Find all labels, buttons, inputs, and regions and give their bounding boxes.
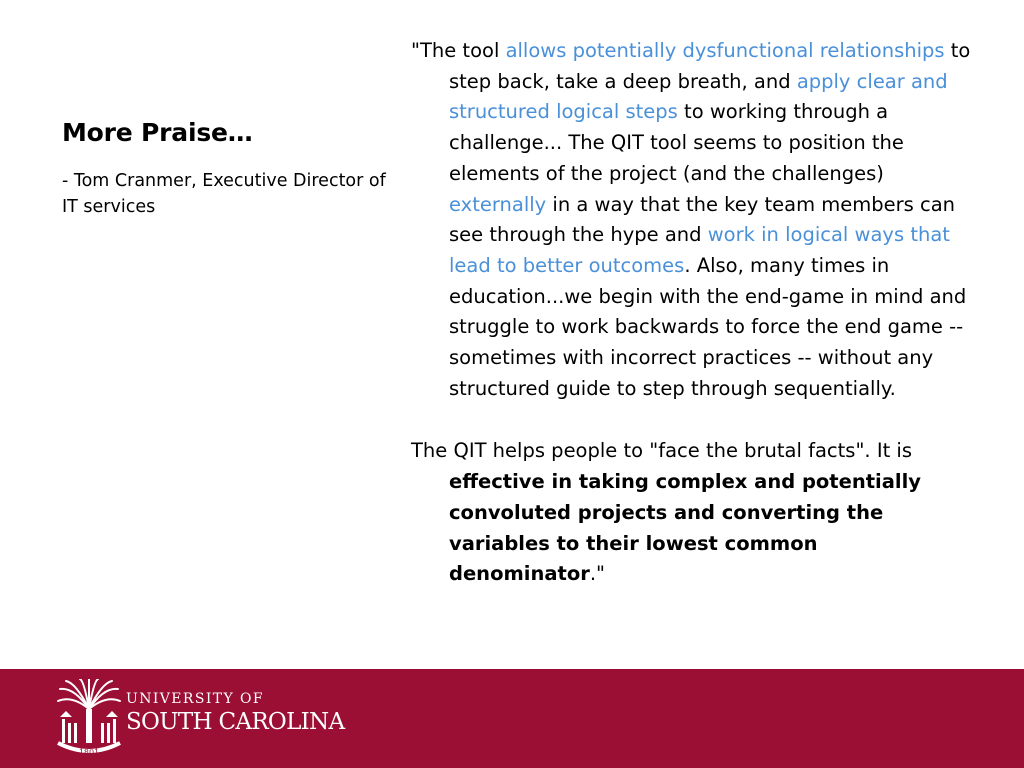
- quote-text: to working through a challenge... The QIT tool seems to position the elements of the project (and the challenges): [449, 100, 904, 185]
- quote-text: "The tool: [411, 39, 506, 62]
- footer-bar: [0, 669, 1024, 768]
- quote-bold-text: effective in taking complex and potentially convoluted projects and converting the variables to their lowest common denominator: [449, 470, 921, 586]
- quote-attribution: - Tom Cranmer, Executive Director of IT services: [62, 171, 386, 217]
- quote-text: . Also, many times in education...we begin with the end-game in mind and struggle to work backwards to force the end game -- sometimes with incorrect practices -- without any structured guide to step through sequentially.: [449, 253, 967, 400]
- quote-highlight: externally: [449, 192, 547, 216]
- palmetto-seal-icon: [54, 679, 124, 759]
- quote-highlight: work in logical ways that lead to better outcomes: [449, 223, 950, 277]
- quote-paragraph-2: [411, 436, 971, 590]
- quote-text: in a way that the key team members can see through the hype and: [449, 192, 956, 247]
- quote-text: .": [589, 562, 606, 586]
- slide-title: More Praise…: [62, 118, 253, 147]
- quote-body: [411, 36, 971, 590]
- logo-text-south-carolina: SOUTH CAROLINA: [126, 709, 345, 735]
- logo-text-university-of: UNIVERSITY OF: [126, 691, 264, 707]
- quote-highlight: allows potentially dysfunctional relationships: [505, 39, 945, 62]
- quote-text: The QIT helps people to "face the brutal facts". It is: [411, 439, 913, 463]
- quote-text: to step back, take a deep breath, and: [449, 39, 971, 93]
- quote-paragraph-1: [411, 36, 971, 404]
- quote-highlight: apply clear and structured logical steps: [449, 69, 948, 124]
- seal-year: 1801: [78, 748, 100, 757]
